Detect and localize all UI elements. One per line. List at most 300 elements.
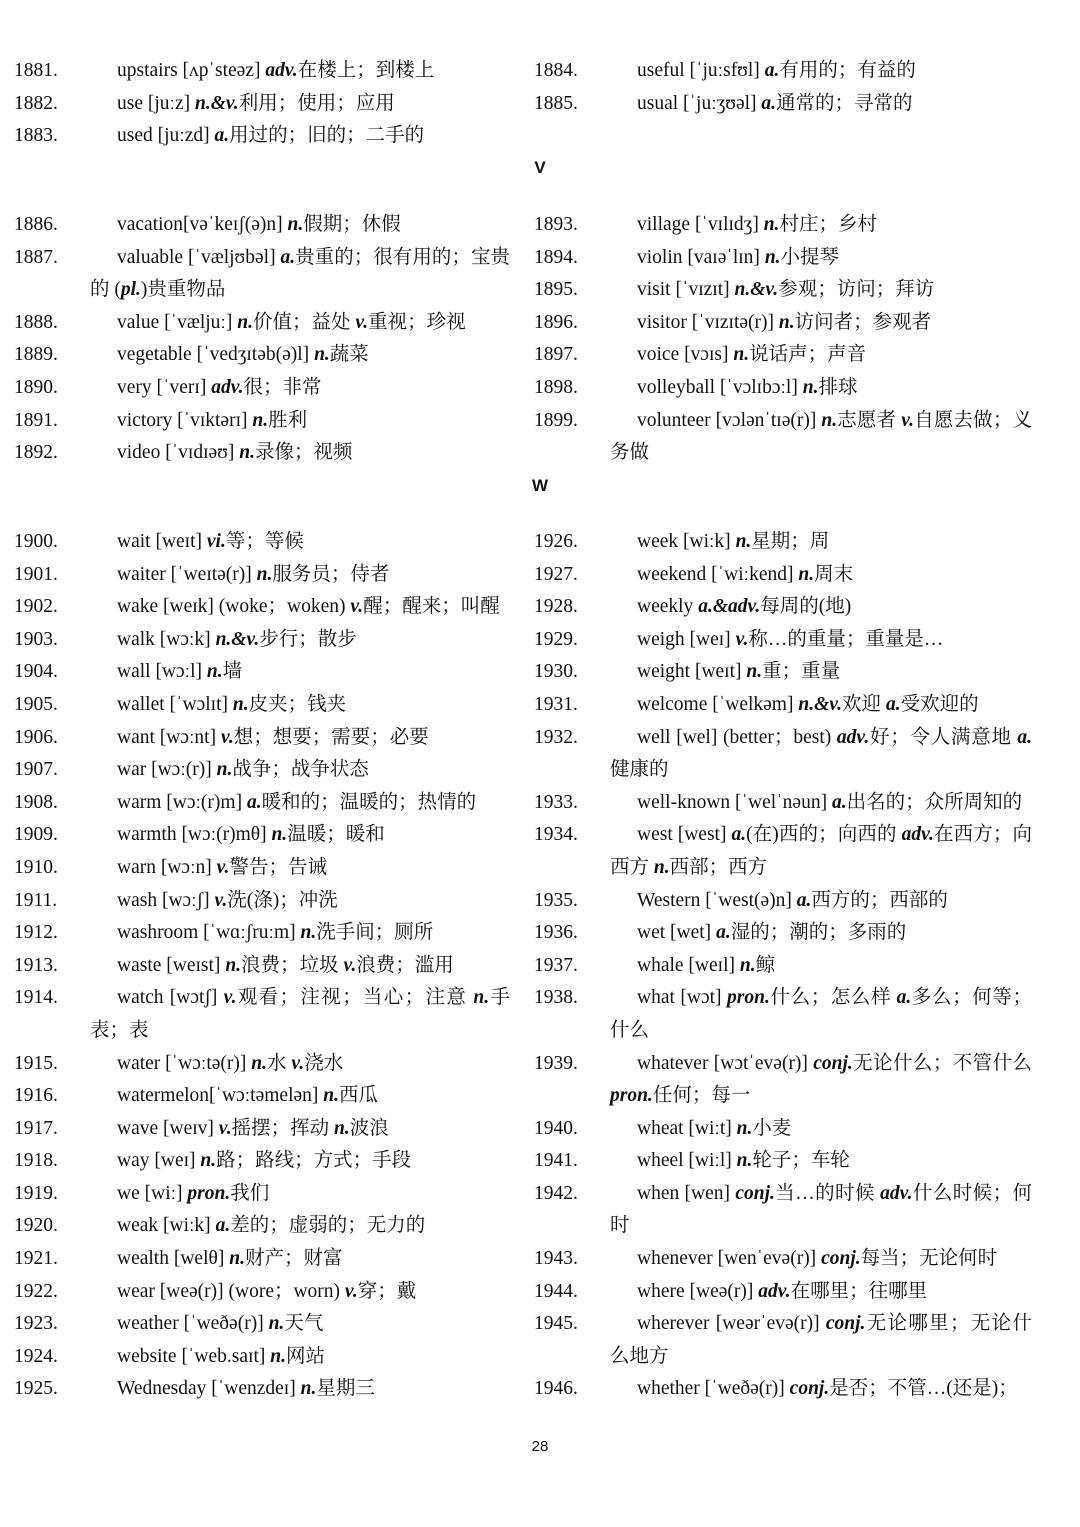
- entry-number: 1883.: [14, 125, 58, 147]
- vocab-entry: [14, 1113, 510, 1146]
- part-of-speech: n.&v.: [194, 92, 239, 114]
- entry-word: volunteer [vɔlənˈtɪə(r)]: [637, 409, 822, 431]
- part-of-speech: n.: [270, 1345, 286, 1367]
- vocab-entry: [14, 591, 510, 624]
- part-of-speech: conj.: [735, 1182, 775, 1204]
- entry-number: 1923.: [14, 1313, 58, 1335]
- part-of-speech: n.: [232, 693, 249, 715]
- part-of-speech: v.: [220, 726, 234, 748]
- entry-number: 1945.: [534, 1313, 578, 1335]
- entry-number: 1920.: [14, 1215, 58, 1237]
- entry-number: 1885.: [534, 92, 578, 114]
- vocab-entry: [534, 624, 1032, 657]
- definition: 温暖；暖和: [287, 824, 385, 846]
- entry-number: 1888.: [14, 311, 58, 333]
- section-v-right-column: [534, 209, 1032, 470]
- part-of-speech: n.: [798, 563, 815, 585]
- vocab-entry: [534, 787, 1032, 820]
- vocab-entry: [14, 1243, 510, 1276]
- entry-word: weigh [weɪ]: [637, 628, 736, 650]
- entry-word: useful [ˈjuːsfʊl]: [637, 60, 765, 81]
- entry-word: use [juːz]: [117, 92, 195, 114]
- definition: 轮子；车轮: [752, 1150, 850, 1172]
- entry-number: 1937.: [534, 954, 578, 976]
- part-of-speech: n.: [736, 1117, 753, 1139]
- vocab-entry: [14, 1178, 510, 1211]
- entry-number: 1918.: [14, 1150, 58, 1172]
- definition: 在哪里；往哪里: [790, 1280, 928, 1302]
- part-of-speech: n.: [251, 1052, 267, 1074]
- entry-number: 1893.: [534, 214, 578, 235]
- definition: 浪费；滥用: [356, 954, 454, 976]
- part-of-speech: n.: [736, 1150, 753, 1172]
- entry-number: 1907.: [14, 759, 58, 781]
- entry-number: 1894.: [534, 246, 578, 268]
- definition: )贵重物品: [140, 279, 226, 301]
- entry-number: 1905.: [14, 693, 58, 715]
- definition: 星期三: [316, 1378, 375, 1400]
- entry-word: watermelon[ˈwɔːtəmelən]: [117, 1085, 324, 1107]
- vocab-entry: [534, 950, 1032, 983]
- part-of-speech: n.: [300, 922, 317, 944]
- entry-number: 1944.: [534, 1280, 578, 1302]
- entry-word: used [juːzd]: [117, 125, 215, 147]
- part-of-speech: v.: [218, 1117, 232, 1139]
- definition: 假期；休假: [303, 214, 401, 235]
- vocab-entry: [534, 1243, 1032, 1276]
- part-of-speech: v.: [291, 1052, 305, 1074]
- vocab-entry: [534, 656, 1032, 689]
- entry-word: wealth [welθ]: [117, 1248, 230, 1270]
- part-of-speech: a.: [280, 246, 296, 268]
- entry-number: 1946.: [534, 1378, 578, 1400]
- part-of-speech: n.: [239, 442, 255, 464]
- vocab-entry: [534, 405, 1032, 470]
- entry-word: we [wiː]: [117, 1182, 188, 1204]
- entry-word: what [wɔt]: [637, 987, 728, 1009]
- entry-word: where [weə(r)]: [637, 1280, 759, 1302]
- definition: 摇摆；挥动: [231, 1117, 334, 1139]
- part-of-speech: vi.: [206, 531, 226, 552]
- vocab-entry: [14, 787, 510, 820]
- entry-number: 1900.: [14, 531, 58, 552]
- vocab-entry: [14, 242, 510, 307]
- entry-number: 1919.: [14, 1182, 58, 1204]
- part-of-speech: pl.: [120, 279, 141, 301]
- part-of-speech: n.: [256, 563, 273, 585]
- entry-word: video [ˈvɪdɪəʊ]: [117, 442, 240, 464]
- entry-number: 1896.: [534, 311, 578, 333]
- entry-word: valuable [ˈvæljʊbəl]: [117, 246, 281, 268]
- definition: 天气: [284, 1313, 324, 1335]
- definition: 浪费；垃圾: [241, 954, 344, 976]
- entry-number: 1939.: [534, 1052, 578, 1074]
- definition: 在西方；向西方: [610, 824, 1032, 878]
- vocab-entry: [14, 209, 510, 242]
- definition: 无论哪里；无论什么地方: [610, 1313, 1032, 1367]
- part-of-speech: pron.: [187, 1182, 231, 1204]
- definition: 有用的；有益的: [779, 60, 916, 81]
- vocab-entry: [14, 624, 510, 657]
- vocab-entry: [534, 591, 1032, 624]
- definition: 小提琴: [780, 246, 840, 268]
- vocab-entry: [14, 982, 510, 1047]
- definition: 胜利: [268, 409, 308, 431]
- part-of-speech: n.: [287, 214, 304, 235]
- definition: 在楼上；到楼上: [297, 60, 435, 81]
- entry-word: water [ˈwɔːtə(r)]: [117, 1052, 252, 1074]
- definition: 好；令人满意地: [869, 726, 1018, 748]
- part-of-speech: a.: [885, 693, 901, 715]
- vocab-entry: [14, 917, 510, 950]
- part-of-speech: v.: [901, 409, 915, 431]
- entry-word: wheat [wiːt]: [637, 1117, 737, 1139]
- entry-word: weekend [ˈwiːkend]: [637, 563, 799, 585]
- part-of-speech: n.: [802, 376, 819, 398]
- definition: 受欢迎的: [900, 693, 979, 715]
- part-of-speech: n.: [271, 824, 288, 846]
- part-of-speech: n.: [746, 661, 763, 683]
- definition: 蔬菜: [329, 344, 369, 366]
- vocab-entry: [534, 1048, 1032, 1113]
- definition: 每当；无论何时: [860, 1248, 998, 1270]
- definition: 是否；不管…(还是)；: [829, 1378, 1018, 1400]
- entry-number: 1884.: [534, 60, 578, 81]
- entry-word: violin [vaɪəˈlɪn]: [637, 246, 765, 268]
- definition: 浇水: [304, 1052, 344, 1074]
- entry-number: 1911.: [14, 889, 58, 911]
- part-of-speech: a.: [831, 791, 847, 813]
- definition: (在)西的；向西的: [746, 824, 902, 846]
- part-of-speech: n.: [268, 1313, 285, 1335]
- definition: 西方的；西部的: [811, 889, 948, 911]
- entry-number: 1897.: [534, 344, 578, 366]
- entry-number: 1882.: [14, 92, 58, 114]
- entry-word: warmth [wɔː(r)mθ]: [117, 824, 272, 846]
- part-of-speech: n.: [300, 1378, 317, 1400]
- entry-number: 1913.: [14, 954, 58, 976]
- entry-word: whenever [wenˈevə(r)]: [637, 1248, 822, 1270]
- entry-word: volleyball [ˈvɔlɪbɔːl]: [637, 376, 803, 398]
- entry-number: 1926.: [534, 531, 578, 552]
- entry-number: 1898.: [534, 376, 578, 398]
- part-of-speech: n.: [229, 1248, 245, 1270]
- vocab-entry: [14, 88, 510, 121]
- vocab-entry: [534, 242, 1032, 275]
- part-of-speech: n.: [206, 661, 223, 683]
- entry-word: whether [ˈweðə(r)]: [637, 1378, 790, 1400]
- part-of-speech: n.: [237, 311, 253, 333]
- part-of-speech: n.: [733, 344, 750, 366]
- part-of-speech: pron.: [727, 987, 770, 1009]
- part-of-speech: adv.: [211, 376, 244, 398]
- part-of-speech: n.: [216, 759, 233, 781]
- vocab-entry: [14, 1373, 510, 1406]
- definition: 当…的时候: [774, 1182, 881, 1204]
- letter-heading-v: V: [534, 158, 546, 177]
- section-u-left-column: [14, 55, 510, 153]
- entry-word: washroom [ˈwɑːʃruːm]: [117, 922, 301, 944]
- entry-number: 1903.: [14, 628, 58, 650]
- part-of-speech: n.: [739, 954, 756, 976]
- entry-word: Wednesday [ˈwenzdeɪ]: [117, 1378, 301, 1400]
- entry-number: 1901.: [14, 563, 58, 585]
- part-of-speech: a.: [214, 125, 230, 147]
- definition: 穿；戴: [357, 1280, 417, 1302]
- entry-word: waste [weɪst]: [117, 954, 226, 976]
- entry-number: 1887.: [14, 246, 58, 268]
- vocab-entry: [14, 950, 510, 983]
- entry-word: want [wɔːnt]: [117, 726, 221, 748]
- part-of-speech: v.: [216, 856, 230, 878]
- entry-word: weight [weɪt]: [637, 661, 747, 683]
- definition: 无论什么；不管什么: [852, 1052, 1032, 1074]
- vocab-entry: [534, 88, 1032, 121]
- entry-word: walk [wɔːk]: [117, 628, 216, 650]
- definition: 星期；周: [751, 531, 830, 552]
- part-of-speech: n.: [473, 987, 490, 1009]
- definition: 任何；每一: [652, 1085, 751, 1107]
- definition: 贵重的；很有用的；宝贵的 (: [90, 246, 510, 301]
- vocab-entry: [14, 405, 510, 438]
- entry-word: way [weɪ]: [117, 1150, 201, 1172]
- entry-word: very [ˈverɪ]: [117, 376, 212, 398]
- vocab-entry: [14, 307, 510, 340]
- entry-number: 1943.: [534, 1248, 578, 1270]
- vocab-entry: [534, 885, 1032, 918]
- entry-number: 1912.: [14, 922, 58, 944]
- definition: 等；等候: [225, 531, 304, 552]
- entry-word: wash [wɔːʃ]: [117, 889, 215, 911]
- entry-word: well-known [ˈwelˈnəun]: [637, 791, 832, 813]
- vocab-entry: [14, 1145, 510, 1178]
- definition: 洗(涤)；冲洗: [227, 889, 338, 911]
- part-of-speech: v.: [735, 628, 749, 650]
- definition: 网站: [285, 1345, 325, 1367]
- definition: 用过的；旧的；二手的: [229, 125, 425, 147]
- entry-word: weekly: [637, 596, 699, 618]
- vocab-entry: [14, 372, 510, 405]
- entry-word: warm [wɔː(r)m]: [117, 791, 247, 813]
- part-of-speech: conj.: [813, 1052, 853, 1074]
- entry-number: 1906.: [14, 726, 58, 748]
- vocab-entry: [14, 689, 510, 722]
- part-of-speech: n.: [252, 409, 269, 431]
- entry-number: 1924.: [14, 1345, 58, 1367]
- part-of-speech: a.: [246, 791, 262, 813]
- entry-word: watch [wɔtʃ]: [117, 987, 224, 1009]
- entry-number: 1936.: [534, 922, 578, 944]
- definition: 重；重量: [762, 661, 841, 683]
- entry-word: value [ˈvæljuː]: [117, 311, 238, 333]
- vocab-entry: [14, 1048, 510, 1081]
- vocab-entry: [534, 55, 1032, 88]
- definition: 志愿者: [837, 409, 902, 431]
- part-of-speech: n.: [821, 409, 838, 431]
- definition: 通常的；寻常的: [776, 92, 913, 114]
- definition: 称…的重量；重量是…: [748, 628, 944, 650]
- definition: 访问者；参观者: [794, 311, 932, 333]
- entry-number: 1938.: [534, 987, 578, 1009]
- entry-word: wallet [ˈwɔlɪt]: [117, 693, 233, 715]
- vocab-entry: [534, 209, 1032, 242]
- definition: 差的；虚弱的；无力的: [230, 1215, 426, 1237]
- definition: 小麦: [752, 1117, 792, 1139]
- part-of-speech: n.: [653, 856, 670, 878]
- definition: 什么；怎么样: [769, 987, 897, 1009]
- vocab-entry: [534, 1373, 1032, 1406]
- entry-word: weak [wiːk]: [117, 1215, 216, 1237]
- vocab-entry: [534, 1276, 1032, 1309]
- part-of-speech: conj.: [821, 1248, 861, 1270]
- entry-word: west [west]: [637, 824, 732, 846]
- part-of-speech: n.: [323, 1085, 340, 1107]
- entry-word: well [wel] (better；best): [637, 726, 837, 748]
- vocab-entry: [534, 372, 1032, 405]
- entry-number: 1922.: [14, 1280, 58, 1302]
- vocab-entry: [14, 1276, 510, 1309]
- entry-word: visit [ˈvɪzɪt]: [637, 279, 735, 301]
- definition: 每周的(地): [760, 596, 852, 618]
- vocab-entry: [534, 689, 1032, 722]
- part-of-speech: conj.: [825, 1313, 866, 1335]
- definition: 出名的；众所周知的: [846, 791, 1023, 813]
- definition: 醒；醒来；叫醒: [363, 596, 500, 618]
- entry-number: 1909.: [14, 824, 58, 846]
- letter-heading-w: W: [531, 476, 549, 495]
- part-of-speech: n.: [764, 246, 781, 268]
- definition: 财产；财富: [244, 1248, 343, 1270]
- definition: 想；想要；需要；必要: [233, 726, 429, 748]
- vocab-entry: [14, 754, 510, 787]
- entry-word: usual [ˈjuːʒʊəl]: [637, 92, 762, 114]
- vocab-entry: [14, 55, 510, 88]
- entry-number: 1934.: [534, 824, 578, 846]
- definition: 洗手间；厕所: [316, 922, 434, 944]
- page-number: 28: [531, 1438, 549, 1455]
- vocab-entry: [14, 885, 510, 918]
- part-of-speech: a.: [716, 922, 731, 944]
- entry-number: 1904.: [14, 661, 58, 683]
- entry-word: wall [wɔːl]: [117, 661, 207, 683]
- vocab-entry: [14, 559, 510, 592]
- definition: 说话声；声音: [749, 344, 867, 366]
- entry-word: whatever [wɔtˈevə(r)]: [637, 1052, 814, 1074]
- definition: 健康的: [610, 759, 669, 781]
- definition: 参观；访问；拜访: [778, 279, 935, 301]
- vocab-entry: [14, 339, 510, 372]
- entry-word: visitor [ˈvɪzɪtə(r)]: [637, 311, 779, 333]
- section-u-right-column: [534, 55, 1032, 120]
- part-of-speech: n.: [735, 531, 752, 552]
- entry-word: week [wiːk]: [637, 531, 736, 552]
- vocab-entry: [534, 274, 1032, 307]
- vocab-entry: [534, 526, 1032, 559]
- vocab-entry: [534, 722, 1032, 787]
- part-of-speech: v.: [214, 889, 228, 911]
- vocab-entry: [534, 1308, 1032, 1373]
- part-of-speech: n.: [763, 214, 780, 235]
- entry-word: upstairs [ʌpˈsteəz]: [117, 60, 266, 81]
- definition: 村庄；乡村: [779, 214, 877, 235]
- entry-word: whale [weɪl]: [637, 954, 740, 976]
- part-of-speech: a.&adv.: [698, 596, 761, 618]
- entry-number: 1935.: [534, 889, 578, 911]
- entry-word: wave [weɪv]: [117, 1117, 219, 1139]
- part-of-speech: v.: [355, 311, 369, 333]
- definition: 水: [266, 1052, 292, 1074]
- entry-word: victory [ˈvɪktərɪ]: [117, 409, 253, 431]
- entry-word: vegetable [ˈvedʒɪtəb(ə)l]: [117, 344, 315, 366]
- definition: 湿的；潮的；多雨的: [730, 922, 907, 944]
- entry-number: 1929.: [534, 628, 578, 650]
- entry-number: 1933.: [534, 791, 578, 813]
- vocab-entry: [534, 559, 1032, 592]
- vocab-entry: [14, 1080, 510, 1113]
- vocab-entry: [534, 307, 1032, 340]
- part-of-speech: a.: [215, 1215, 231, 1237]
- definition: 鲸: [755, 954, 776, 976]
- entry-word: war [wɔː(r)]: [117, 759, 217, 781]
- entry-number: 1895.: [534, 279, 578, 301]
- vocab-entry: [534, 1145, 1032, 1178]
- entry-number: 1940.: [534, 1117, 578, 1139]
- vocab-entry: [534, 917, 1032, 950]
- definition: 服务员；侍者: [272, 563, 390, 585]
- part-of-speech: v.: [223, 987, 237, 1009]
- vocab-entry: [14, 120, 510, 153]
- part-of-speech: v.: [344, 1280, 358, 1302]
- entry-word: wait [weɪt]: [117, 531, 207, 552]
- vocab-entry: [534, 339, 1032, 372]
- entry-word: wear [weə(r)] (wore；worn): [117, 1280, 345, 1302]
- definition: 什么时候；何时: [610, 1182, 1032, 1237]
- entry-word: website [ˈweb.saɪt]: [117, 1345, 271, 1367]
- vocab-entry: [14, 1341, 510, 1374]
- part-of-speech: adv.: [880, 1182, 913, 1204]
- part-of-speech: a.: [761, 92, 777, 114]
- part-of-speech: n.: [314, 344, 330, 366]
- vocab-entry: [14, 819, 510, 852]
- definition: 排球: [818, 376, 858, 398]
- definition: 步行；散步: [259, 628, 357, 650]
- entry-number: 1915.: [14, 1052, 58, 1074]
- vocab-entry: [534, 1113, 1032, 1146]
- part-of-speech: n.: [334, 1117, 350, 1139]
- entry-word: vacation[vəˈkeɪʃ(ə)n]: [117, 214, 288, 235]
- definition: 重视；珍视: [368, 311, 466, 333]
- part-of-speech: a.: [764, 60, 780, 81]
- part-of-speech: n.: [225, 954, 242, 976]
- part-of-speech: n.: [778, 311, 795, 333]
- entry-number: 1928.: [534, 596, 578, 618]
- part-of-speech: a.: [731, 824, 747, 846]
- definition: 我们: [230, 1182, 270, 1204]
- entry-number: 1914.: [14, 987, 58, 1009]
- section-w-left-column: [14, 526, 510, 1406]
- entry-number: 1941.: [534, 1150, 578, 1172]
- definition: 观看；注视；当心；注意: [236, 987, 474, 1009]
- part-of-speech: adv.: [758, 1280, 791, 1302]
- entry-word: Western [ˈwest(ə)n]: [637, 889, 797, 911]
- entry-number: 1942.: [534, 1182, 578, 1204]
- entry-word: voice [vɔɪs]: [637, 344, 734, 366]
- entry-number: 1910.: [14, 856, 58, 878]
- definition: 警告；告诫: [229, 856, 327, 878]
- definition: 手表；表: [90, 987, 510, 1041]
- entry-number: 1930.: [534, 661, 578, 683]
- part-of-speech: v.: [343, 954, 357, 976]
